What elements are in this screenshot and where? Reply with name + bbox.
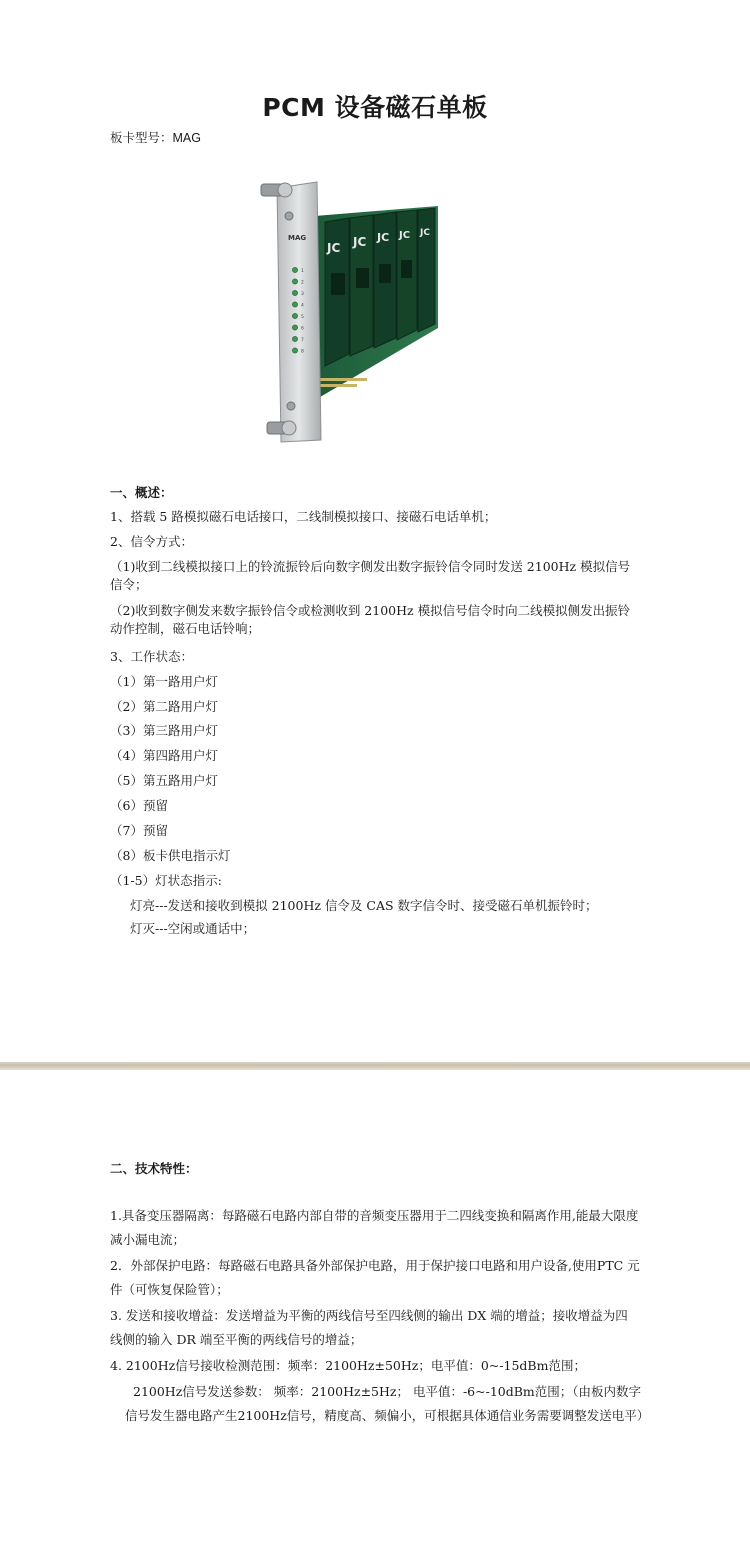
led-number: 6 (301, 326, 304, 332)
led-indicator (292, 313, 297, 318)
tech-item-3: 3. 发送和接收增益：发送增益为平衡的两线信号至四线侧的输出 DX 端的增益；接收增益为四线侧的输入 DR 端至平衡的两线信号的增益； (110, 1308, 628, 1347)
led-indicator (292, 325, 297, 330)
led-indicator (292, 302, 297, 307)
led-indicator (292, 290, 297, 295)
overview-heading: 一、概述： (110, 485, 173, 500)
led-number: 1 (301, 269, 304, 274)
daughter-boards (325, 208, 435, 366)
led-indicator (292, 267, 297, 272)
led-number: 3 (301, 292, 304, 297)
document-page-2 (0, 1070, 750, 1552)
model-label: 板卡型号： (110, 130, 173, 145)
tech-heading: 二、技术特性： (110, 1161, 198, 1176)
board-model (110, 128, 201, 146)
page-separator (0, 1062, 750, 1070)
front-panel (277, 182, 321, 442)
led-on-status: 灯亮---发送和接收到模拟 2100Hz 信令及 CAS 数字信令时、接受磁石单机振铃时； (130, 898, 598, 913)
led-indicator (292, 348, 297, 353)
svg-text:JC: JC (399, 230, 411, 241)
overview-item-2b: （2)收到数字侧发来数字振铃信令或检测收到 2100Hz 模拟信号信令时向二线模拟侧发出振铃动作控制，磁石电话铃响； (110, 603, 631, 636)
svg-text:JC: JC (377, 231, 390, 244)
tech-item-4b: 2100Hz信号发送参数： 频率：2100Hz±5Hz； 电平值：-6~-10dBm范围；（由板内数字信号发生器电路产生2100Hz信号，精度高、频偏小，可根据具体通信业务需要调整发送电平） (125, 1384, 650, 1423)
tech-item-4: 4. 2100Hz信号接收检测范围：频率：2100Hz±50Hz；电平值：0~-15dBm范围； (110, 1358, 586, 1373)
led-number: 2 (301, 280, 304, 286)
overview-item-2a: （1)收到二线模拟接口上的铃流振铃后向数字侧发出数字振铃信令同时发送 2100Hz 模拟信号信令； (110, 559, 631, 592)
state-item: （8）板卡供电指示灯 (110, 848, 231, 863)
svg-text:JC: JC (327, 241, 341, 255)
overview-item-3: 3、工作状态： (110, 649, 193, 664)
tech-item-1: 1.具备变压器隔离：每路磁石电路内部自带的音频变压器用于二四线变换和隔离作用,能最大限度减小漏电流； (110, 1208, 639, 1247)
led-number: 5 (301, 315, 304, 320)
state-item: （5）第五路用户灯 (110, 773, 218, 788)
svg-text:JC: JC (353, 235, 367, 249)
tech-item-2: 2．外部保护电路：每路磁石电路具备外部保护电路，用于保护接口电路和用户设备,使用PTC 元件（可恢复保险管）； (110, 1258, 640, 1297)
led-off-status: 灯灭---空闲或通话中； (130, 921, 256, 936)
board-photo (255, 178, 445, 444)
state-item: （6）预留 (110, 798, 168, 813)
state-item: （3）第三路用户灯 (110, 723, 218, 738)
overview-item-2: 2、信令方式： (110, 534, 193, 549)
state-item: （7）预留 (110, 823, 168, 838)
led-number: 8 (301, 349, 304, 355)
state-item: （4）第四路用户灯 (110, 748, 218, 763)
panel-label: MAG (288, 234, 307, 242)
model-value: MAG (172, 131, 201, 145)
overview-item-1: 1、搭载 5 路模拟磁石电话接口，二线制模拟接口、接磁石电话单机； (110, 509, 497, 524)
led-number: 4 (301, 303, 304, 309)
page-title: PCM 设备磁石单板 (262, 93, 488, 122)
led-status-heading: （1-5）灯状态指示: (110, 873, 222, 888)
svg-text:JC: JC (420, 228, 430, 238)
state-item: （1）第一路用户灯 (110, 674, 218, 689)
led-indicator (292, 336, 297, 341)
led-number: 7 (301, 338, 304, 343)
led-indicator (292, 279, 297, 284)
state-item: （2）第二路用户灯 (110, 699, 218, 714)
